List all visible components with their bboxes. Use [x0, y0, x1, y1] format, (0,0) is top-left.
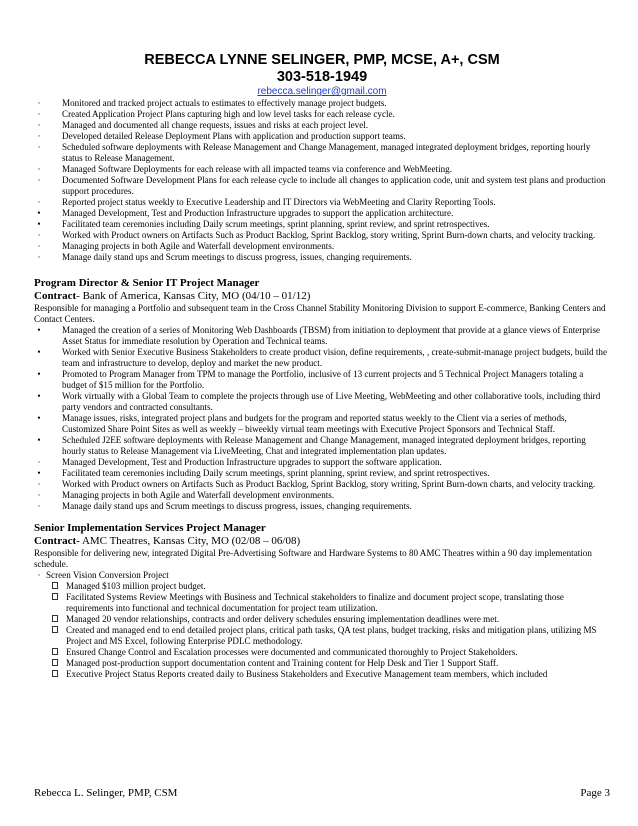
list-item [34, 658, 610, 669]
bullet-marker: · [37, 109, 41, 119]
list-item-text: Managed Development, Test and Production Infrastructure upgrades to support the application architecture. [62, 208, 454, 218]
list-item-text: Work virtually with a Global Team to complete the projects through use of Live Meeting, WebMeeting and other collaborative tools, including third party vendors and contracted consultants. [62, 391, 601, 412]
list-item-text: Worked with Product owners on Artifacts Such as Product Backlog, Sprint Backlog, story writing, Sprint Burn-down charts, and velocity tracking. [62, 230, 596, 240]
checkbox-icon [50, 592, 60, 603]
list-item [34, 208, 610, 219]
list-item-text: Documented Software Development Plans for each release cycle to include all changes to application code, unit and system test plans and production support procedures. [62, 175, 606, 196]
bullet-marker: · [37, 197, 41, 207]
list-item [34, 614, 610, 625]
list-item-text: Worked with Senior Executive Business Stakeholders to create product vision, define requirements, , create-submit-manage project budgets, build the team and infrastructure to develop, deploy and market the new product. [62, 347, 607, 368]
bullet-marker: • [37, 219, 41, 229]
list-item [34, 197, 610, 208]
list-item [34, 581, 610, 592]
checkbox-icon [50, 647, 60, 658]
top-bullet-list [34, 98, 610, 263]
bullet-marker: · [37, 175, 41, 185]
list-item [34, 252, 610, 263]
list-item [34, 219, 610, 230]
list-item-text: Manage daily stand ups and Scrum meetings to discuss progress, issues, changing requirements. [62, 501, 412, 511]
list-item [34, 457, 610, 468]
list-item [34, 98, 610, 109]
bullet-marker: · [37, 98, 41, 108]
checkbox-icon [50, 625, 60, 636]
list-item-text: Promoted to Program Manager from TPM to manage the Portfolio, inclusive of 13 current projects and 5 Technical Project Managers totaling a budget of $15 million for the Portfolio. [62, 369, 584, 390]
checkbox-icon [50, 614, 60, 625]
section-checkbox-list [34, 581, 610, 680]
list-item-text: Managing projects in both Agile and Waterfall development environments. [62, 490, 335, 500]
list-item-text: Scheduled J2EE software deployments with Release Management and Change Management, managed integrated deployment bridges, reporting hourly status to Release Management via LiveMeeting, Chat and integrated implementation plan updates. [62, 435, 586, 456]
section-bullet-list [34, 325, 610, 512]
candidate-email-link[interactable]: rebecca.selinger@gmail.com [257, 86, 387, 97]
list-item [34, 142, 610, 164]
bullet-marker: · [37, 120, 41, 130]
list-item [34, 175, 610, 197]
list-item [34, 120, 610, 131]
list-item-text: Managed Development, Test and Production Infrastructure upgrades to support the software application. [62, 457, 442, 467]
list-item [34, 164, 610, 175]
list-item [34, 325, 610, 347]
list-item-text: Facilitated team ceremonies including Daily scrum meetings, sprint planning, sprint review, and sprint retrospectives. [62, 219, 490, 229]
footer-page-number: Page 3 [580, 787, 610, 799]
bullet-marker: · [37, 479, 41, 489]
bullet-marker: • [37, 369, 41, 379]
bullet-marker: · [37, 457, 41, 467]
list-item-text: Developed detailed Release Deployment Plans with application and production support teams. [62, 131, 406, 141]
list-item-text: Monitored and tracked project actuals to estimates to effectively manage project budgets. [62, 98, 387, 108]
section-amc-theatres [34, 522, 610, 680]
list-item-text: Managed post-production support documentation content and Training content for Help Desk and Tier 1 Support Staff. [66, 658, 499, 668]
section-contract: Contract- Bank of America, Kansas City, MO (04/10 – 01/12) [34, 290, 311, 302]
list-item-text: Managed Software Deployments for each release with all impacted teams via conference and WebMeeting. [62, 164, 452, 174]
bullet-marker: • [37, 468, 41, 478]
bullet-marker: • [37, 208, 41, 218]
bullet-marker: • [37, 435, 41, 445]
list-item [34, 479, 610, 490]
list-item [34, 369, 610, 391]
bullet-marker: · [37, 490, 41, 500]
list-item-text: Facilitated team ceremonies including Daily scrum meetings, sprint planning, sprint review, and sprint retrospectives. [62, 468, 490, 478]
checkbox-icon [50, 581, 60, 592]
section-contract: Contract- AMC Theatres, Kansas City, MO (02/08 – 06/08) [34, 535, 301, 547]
list-item [34, 490, 610, 501]
list-item [34, 230, 610, 241]
bullet-marker: · [37, 142, 41, 152]
list-item-text: Executive Project Status Reports created daily to Business Stakeholders and Executive Management team members, which included [66, 669, 548, 679]
list-item [34, 131, 610, 142]
list-item [34, 625, 610, 647]
section-subhead: · Screen Vision Conversion Project [37, 570, 169, 580]
section-summary: Responsible for delivering new, integrated Digital Pre-Advertising Software and Hardware Systems to 80 AMC Theatres within a 90 day implementation schedule. [34, 548, 592, 569]
list-item-text: Managing projects in both Agile and Waterfall development environments. [62, 241, 335, 251]
list-item [34, 647, 610, 658]
list-item [34, 413, 610, 435]
list-item-text: Manage daily stand ups and Scrum meetings to discuss progress, issues, changing requirements. [62, 252, 412, 262]
bullet-marker: · [37, 230, 41, 240]
footer-author: Rebecca L. Selinger, PMP, CSM [34, 787, 178, 799]
list-item [34, 347, 610, 369]
candidate-name: REBECCA LYNNE SELINGER, PMP, MCSE, A+, CSM [144, 52, 500, 68]
list-item-text: Created and managed end to end detailed project plans, critical path tasks, QA test plans, budget tracking, risks and mitigation plans, utilizing MS Project and MS Excel, following Enterprise PDLC methodology. [66, 625, 597, 646]
checkbox-icon [50, 669, 60, 680]
section-title: Program Director & Senior IT Project Manager [34, 277, 260, 289]
bullet-marker: · [37, 252, 41, 262]
checkbox-icon [50, 658, 60, 669]
list-item [34, 109, 610, 120]
bullet-marker: · [37, 131, 41, 141]
list-item-text: Facilitated Systems Review Meetings with Business and Technical stakeholders to finalize and document project scope, translating those requirements into functional and technical documentation for project team utilization. [66, 592, 564, 613]
section-bank-of-america [34, 277, 610, 512]
list-item-text: Managed and documented all change requests, issues and risks at each project level. [62, 120, 369, 130]
bullet-marker: • [37, 325, 41, 335]
list-item-text: Managed 20 vendor relationships, contracts and order delivery schedules ensuring implementation deadlines were met. [66, 614, 500, 624]
section-title: Senior Implementation Services Project Manager [34, 522, 266, 534]
bullet-marker: · [37, 241, 41, 251]
list-item [34, 669, 610, 680]
list-item-text: Worked with Product owners on Artifacts Such as Product Backlog, Sprint Backlog, story writing, Sprint Burn-down charts, and velocity tracking. [62, 479, 596, 489]
bullet-marker: • [37, 347, 41, 357]
bullet-marker: · [37, 501, 41, 511]
list-item-text: Scheduled software deployments with Release Management and Change Management, managed integrated deployment bridges, reporting hourly status to Release Management. [62, 142, 591, 163]
bullet-marker: • [37, 391, 41, 401]
list-item-text: Created Application Project Plans capturing high and low level tasks for each release cycle. [62, 109, 395, 119]
section-summary: Responsible for managing a Portfolio and subsequent team in the Cross Channel Stability Monitoring Division to support E-commerce, Banking Centers and Contact Centers. [34, 303, 606, 324]
list-item [34, 241, 610, 252]
list-item [34, 468, 610, 479]
list-item-text: Reported project status weekly to Executive Leadership and IT Directors via WebMeeting and Clarity Reporting Tools. [62, 197, 496, 207]
list-item [34, 435, 610, 457]
list-item-text: Manage issues, risks, integrated project plans and budgets for the program and reported status weekly to the Client via a series of methods, Customized Share Point Sites as well as weekly – biweekly virtual team meetings with Executive Project Sponsors and Technical Staff. [62, 413, 567, 434]
list-item-text: Managed $103 million project budget. [66, 581, 206, 591]
list-item [34, 391, 610, 413]
bullet-marker: · [37, 164, 41, 174]
candidate-phone: 303-518-1949 [276, 69, 368, 85]
list-item-text: Ensured Change Control and Escalation processes were documented and communicated thoroughly to Project Stakeholders. [66, 647, 518, 657]
list-item [34, 501, 610, 512]
page-footer [34, 787, 610, 799]
resume-header [34, 52, 610, 98]
list-item-text: Managed the creation of a series of Monitoring Web Dashboards (TBSM) from initiation to deployment that provide at a glance views of Enterprise Asset Status for immediate resolution by Operation and Technical teams. [62, 325, 601, 346]
list-item [34, 592, 610, 614]
bullet-marker: • [37, 413, 41, 423]
